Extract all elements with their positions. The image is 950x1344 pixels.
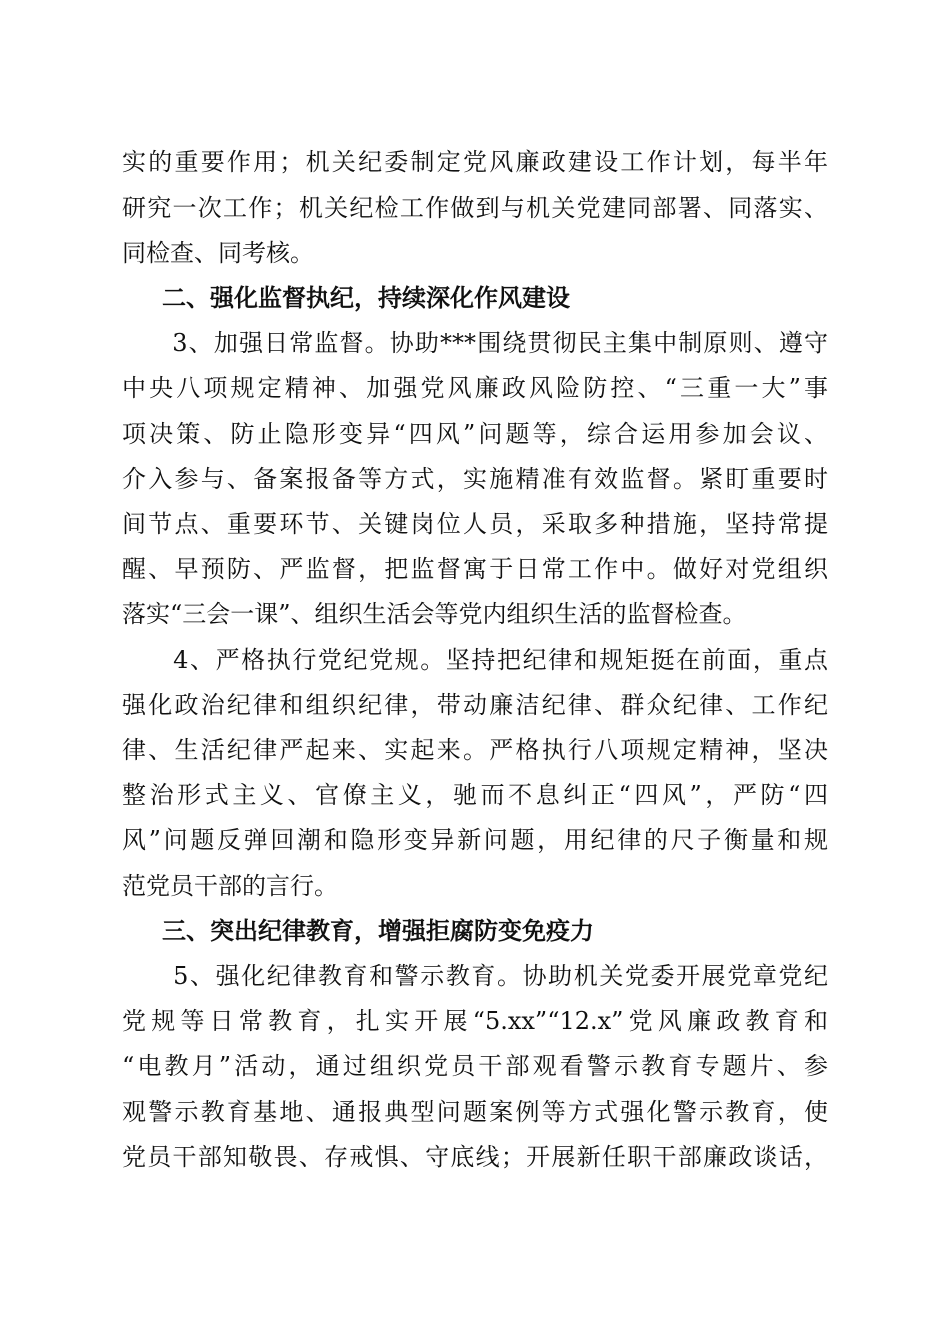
text-line: 强化政治纪律和组织纪律，带动廉洁纪律、群众纪律、工作纪 <box>122 691 828 719</box>
text-line: 中央八项规定精神、加强党风廉政风险防控、“三重一大”事 <box>122 374 828 402</box>
text-line: 间节点、重要环节、关键岗位人员，采取多种措施，坚持常提 <box>122 510 828 538</box>
text-line: 实的重要作用；机关纪委制定党风廉政建设工作计划，每半年 <box>122 148 828 176</box>
text-line: 落实“三会一课”、组织生活会等党内组织生活的监督检查。 <box>122 600 747 628</box>
section-heading: 二、强化监督执纪，持续深化作风建设 <box>162 284 570 312</box>
text-line: 醒、早预防、严监督，把监督寓于日常工作中。做好对党组织 <box>122 555 828 583</box>
text-line: 风”问题反弹回潮和隐形变异新问题，用纪律的尺子衡量和规 <box>122 826 828 854</box>
text-line: 同检查、同考核。 <box>122 239 314 267</box>
section-heading: 三、突出纪律教育，增强拒腐防变免疫力 <box>162 917 594 945</box>
text-line: 整治形式主义、官僚主义，驰而不息纠正“四风”，严防“四 <box>122 781 828 809</box>
text-line: 观警示教育基地、通报典型问题案例等方式强化警示教育，使 <box>122 1098 828 1126</box>
text-line: 范党员干部的言行。 <box>122 872 338 900</box>
text-line: 党员干部知敬畏、存戒惧、守底线；开展新任职干部廉政谈话， <box>122 1143 828 1171</box>
text-line: 介入参与、备案报备等方式，实施精准有效监督。紧盯重要时 <box>122 465 828 493</box>
text-line: 研究一次工作；机关纪检工作做到与机关党建同部署、同落实、 <box>122 194 828 222</box>
text-line: 4、严格执行党纪党规。坚持把纪律和规矩挺在前面，重点 <box>122 646 828 674</box>
text-line: 党规等日常教育，扎实开展“5.xx”“12.x”党风廉政教育和 <box>122 1007 828 1035</box>
text-line: 5、强化纪律教育和警示教育。协助机关党委开展党章党纪 <box>122 962 828 990</box>
text-line: “电教月”活动，通过组织党员干部观看警示教育专题片、参 <box>122 1052 828 1080</box>
text-line: 项决策、防止隐形变异“四风”问题等，综合运用参加会议、 <box>122 420 828 448</box>
text-line: 律、生活纪律严起来、实起来。严格执行八项规定精神，坚决 <box>122 736 828 764</box>
text-line: 3、加强日常监督。协助***围绕贯彻民主集中制原则、遵守 <box>122 329 828 357</box>
